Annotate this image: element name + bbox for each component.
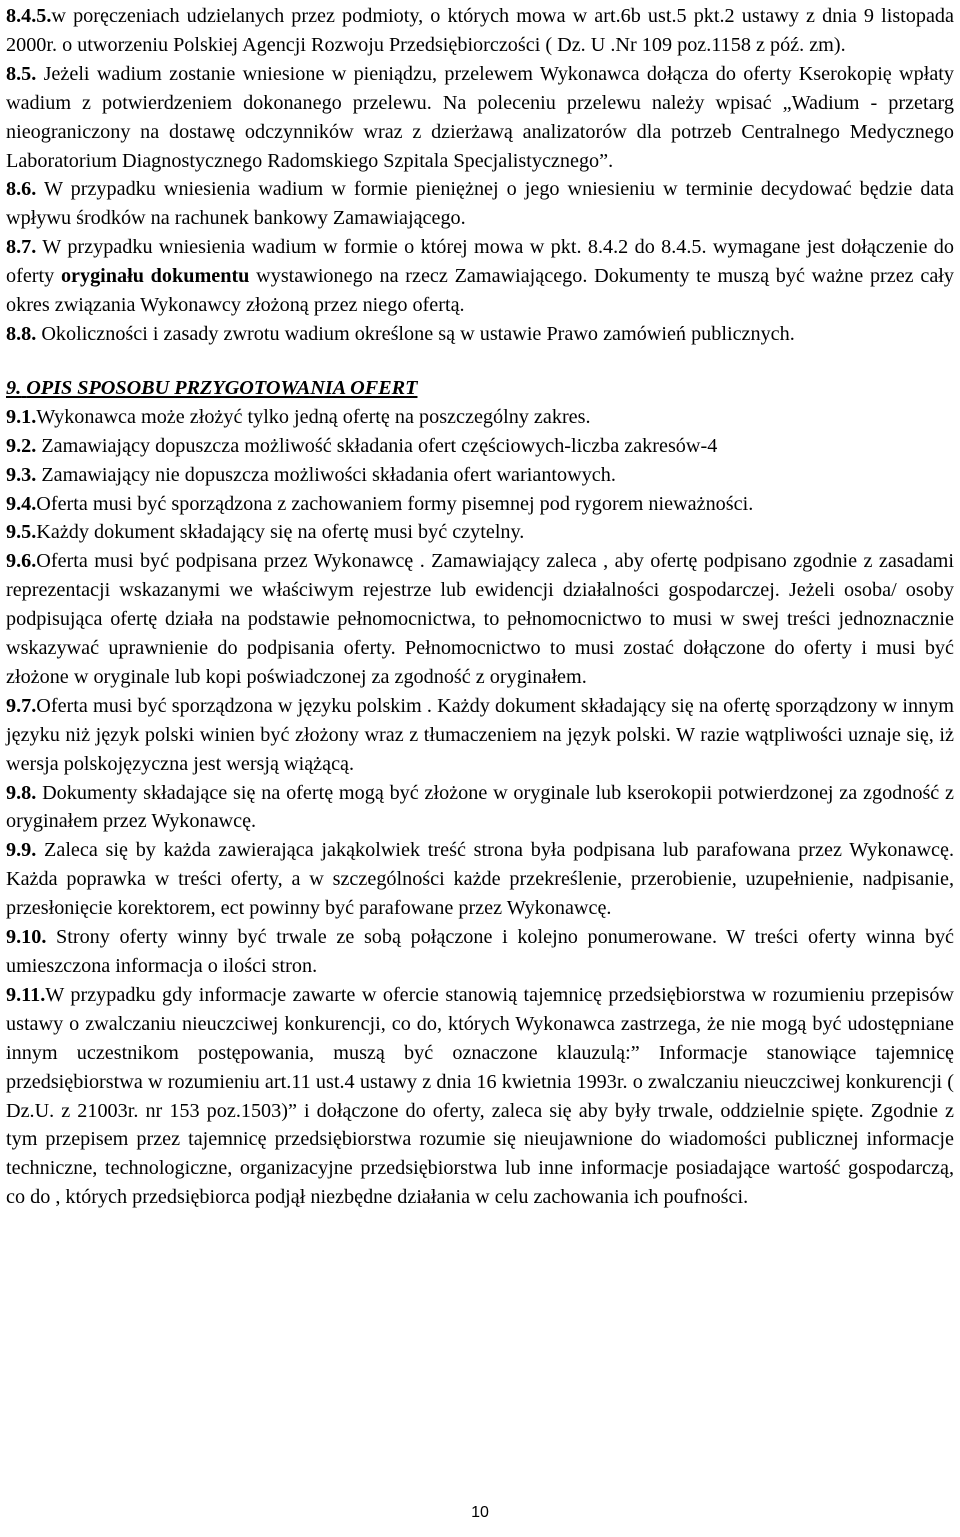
item-number: 9.5.: [6, 521, 37, 544]
paragraph-number: 8.5.: [6, 62, 37, 85]
item-text: Wykonawca może złożyć tylko jedną ofertę na poszczególny zakres.: [36, 405, 591, 428]
paragraph-8-6: [6, 175, 954, 233]
item-number: 9.4.: [6, 492, 37, 515]
item-number: 9.11.: [6, 983, 46, 1006]
document-page: [6, 2, 954, 1212]
item-9-9: [6, 836, 954, 923]
paragraph-8-4-5: [6, 2, 954, 60]
page-number: 10: [471, 1504, 489, 1521]
item-text: Oferta musi być podpisana przez Wykonawcę . Zamawiający zaleca , aby ofertę podpisano zgodnie z zasadami reprezentacji wskazanymi we właściwym rejestrze lub ewidencji działalności gospodarczej. Jeżeli osoba/ osoby podpisująca ofertę działa na podstawie pełnomocnictwa, to pełnomocnictwo to musi w swej treści jednoznacznie wskazywać uprawnienie do podpisania oferty. Pełnomocnictwo to musi zostać dołączone do oferty i musi być złożone w oryginale lub kopi poświadczonej za zgodność z oryginałem.: [6, 550, 954, 688]
paragraph-number: 8.4.5.: [6, 5, 52, 27]
item-9-10: [6, 923, 954, 981]
section-number: 9.: [6, 376, 22, 399]
item-9-4: [6, 490, 954, 519]
paragraph-text: Okoliczności i zasady zwrotu wadium określone są w ustawie Prawo zamówień publicznych.: [41, 322, 795, 345]
item-text: Zamawiający nie dopuszcza możliwości składania ofert wariantowych.: [41, 463, 616, 486]
item-number: 9.1.: [6, 405, 37, 428]
item-number: 9.6.: [6, 550, 37, 573]
item-9-6: [6, 547, 954, 692]
item-number: 9.2.: [6, 434, 37, 457]
item-number: 9.9.: [6, 839, 37, 862]
item-number: 9.8.: [6, 781, 37, 804]
item-text: Każdy dokument składający się na ofertę musi być czytelny.: [36, 521, 525, 544]
item-9-7: [6, 692, 954, 779]
item-9-8: [6, 779, 954, 837]
item-text: Strony oferty winny być trwale ze sobą połączone i kolejno ponumerowane. W treści oferty winna być umieszczona informacja o ilości stron.: [6, 926, 954, 977]
paragraph-number: 8.7.: [6, 236, 37, 259]
item-text: Dokumenty składające się na ofertę mogą być złożone w oryginale lub kserokopii potwierdzonej za zgodność z oryginałem przez Wykonawcę.: [6, 781, 955, 833]
item-9-3: [6, 461, 954, 490]
item-9-1: [6, 403, 954, 432]
section-title: OPIS SPOSOBU PRZYGOTOWANIA OFERT: [26, 376, 418, 399]
item-text: Zaleca się by każda zawierająca jakąkolwiek treść strona była podpisana lub parafowana przez Wykonawcę. Każda poprawka w treści oferty, a w szczególności każde przekreślenie, przerobienie, uzupełnienie, nadpisanie, przesłonięcie korektorem, ect powinny być parafowane przez Wykonawcę.: [6, 839, 955, 920]
item-text: Zamawiający dopuszcza możliwość składania ofert częściowych-liczba zakresów-4: [41, 434, 718, 457]
item-9-2: [6, 432, 954, 461]
bold-phrase: oryginału dokumentu: [60, 265, 250, 288]
paragraph-number: 8.6.: [6, 178, 37, 201]
paragraph-text: W przypadku wniesienia wadium w formie o której mowa w pkt. 8.4.2 do 8.4.5. wymagane jest dołączenie do oferty: [6, 236, 954, 288]
item-number: 9.3.: [6, 463, 37, 486]
item-text: Oferta musi być sporządzona z zachowaniem formy pisemnej pod rygorem nieważności.: [36, 492, 754, 515]
paragraph-8-7: [6, 233, 954, 320]
paragraph-text-continued: wystawionego na rzecz Zamawiającego. Dokumenty te muszą być ważne przez cały okres związania Wykonawcy złożoną przez niego ofertą.: [6, 265, 954, 317]
item-9-5: [6, 518, 954, 547]
paragraph-text: Jeżeli wadium zostanie wniesione w pieniądzu, przelewem Wykonawca dołącza do oferty Kserokopię wpłaty wadium z potwierdzeniem dokonanego przelewu. Na poleceniu przelewu należy wpisać „Wadium - przetarg nieograniczony na dostawę odczynników wraz z dzierżawą analizatorów dla potrzeb Centralnego Medycznego Laboratorium Diagnostycznego Radomskiego Szpitala Specjalistycznego”.: [6, 62, 955, 172]
paragraph-text: w poręczeniach udzielanych przez podmioty, o których mowa w art.6b ust.5 pkt.2 ustawy z dnia 9 listopada 2000r. o utworzeniu Polskiej Agencji Rozwoju Przedsiębiorczości ( Dz. U .Nr 109 poz.1158 z póź. zm).: [6, 5, 954, 56]
paragraph-number: 8.8.: [6, 322, 37, 345]
section-spacer: [6, 349, 954, 374]
paragraph-text: W przypadku wniesienia wadium w formie pieniężnej o jego wniesieniu w terminie decydować będzie data wpływu środków na rachunek bankowy Zamawiającego.: [6, 178, 954, 230]
section-heading: [6, 374, 954, 403]
item-text: Oferta musi być sporządzona w języku polskim . Każdy dokument składający się na ofertę sporządzony w innym języku niż język polski winien być złożony wraz z tłumaczeniem na język polski. W razie wątpliwości uznaje się, iż wersja polskojęzyczna jest wersją wiążącą.: [6, 694, 954, 775]
item-number: 9.7.: [6, 694, 37, 717]
item-9-11: [6, 981, 954, 1212]
item-text: W przypadku gdy informacje zawarte w ofercie stanowią tajemnicę przedsiębiorstwa w rozumieniu przepisów ustawy o zwalczaniu nieuczciwej konkurencji, co do, których Wykonawca zastrzega, że nie mogą być udostępniane innym uczestnikom postępowania, muszą być oznaczone klauzulą:” Informacje stanowiące tajemnicę przedsiębiorstwa w rozumieniu art.11 ust.4 ustawy z dnia 16 kwietnia 1993r. o zwalczaniu nieuczciwej konkurencji ( Dz.U. z 21003r. nr 153 poz.1503)” i dołączone do oferty, zaleca się aby były trwale, oddzielnie spięte. Zgodnie z tym przepisem przez tajemnicę przedsiębiorstwa rozumie się nieujawnione do wiadomości publicznej informacje techniczne, technologiczne, organizacyjne przedsiębiorstwa lub inne informacje posiadające wartość gospodarczą, co do , których przedsiębiorca podjął niezbędne działania w celu zachowania ich poufności.: [6, 983, 954, 1209]
paragraph-8-8: [6, 320, 954, 349]
item-number: 9.10.: [6, 926, 47, 949]
paragraph-8-5: [6, 60, 954, 176]
